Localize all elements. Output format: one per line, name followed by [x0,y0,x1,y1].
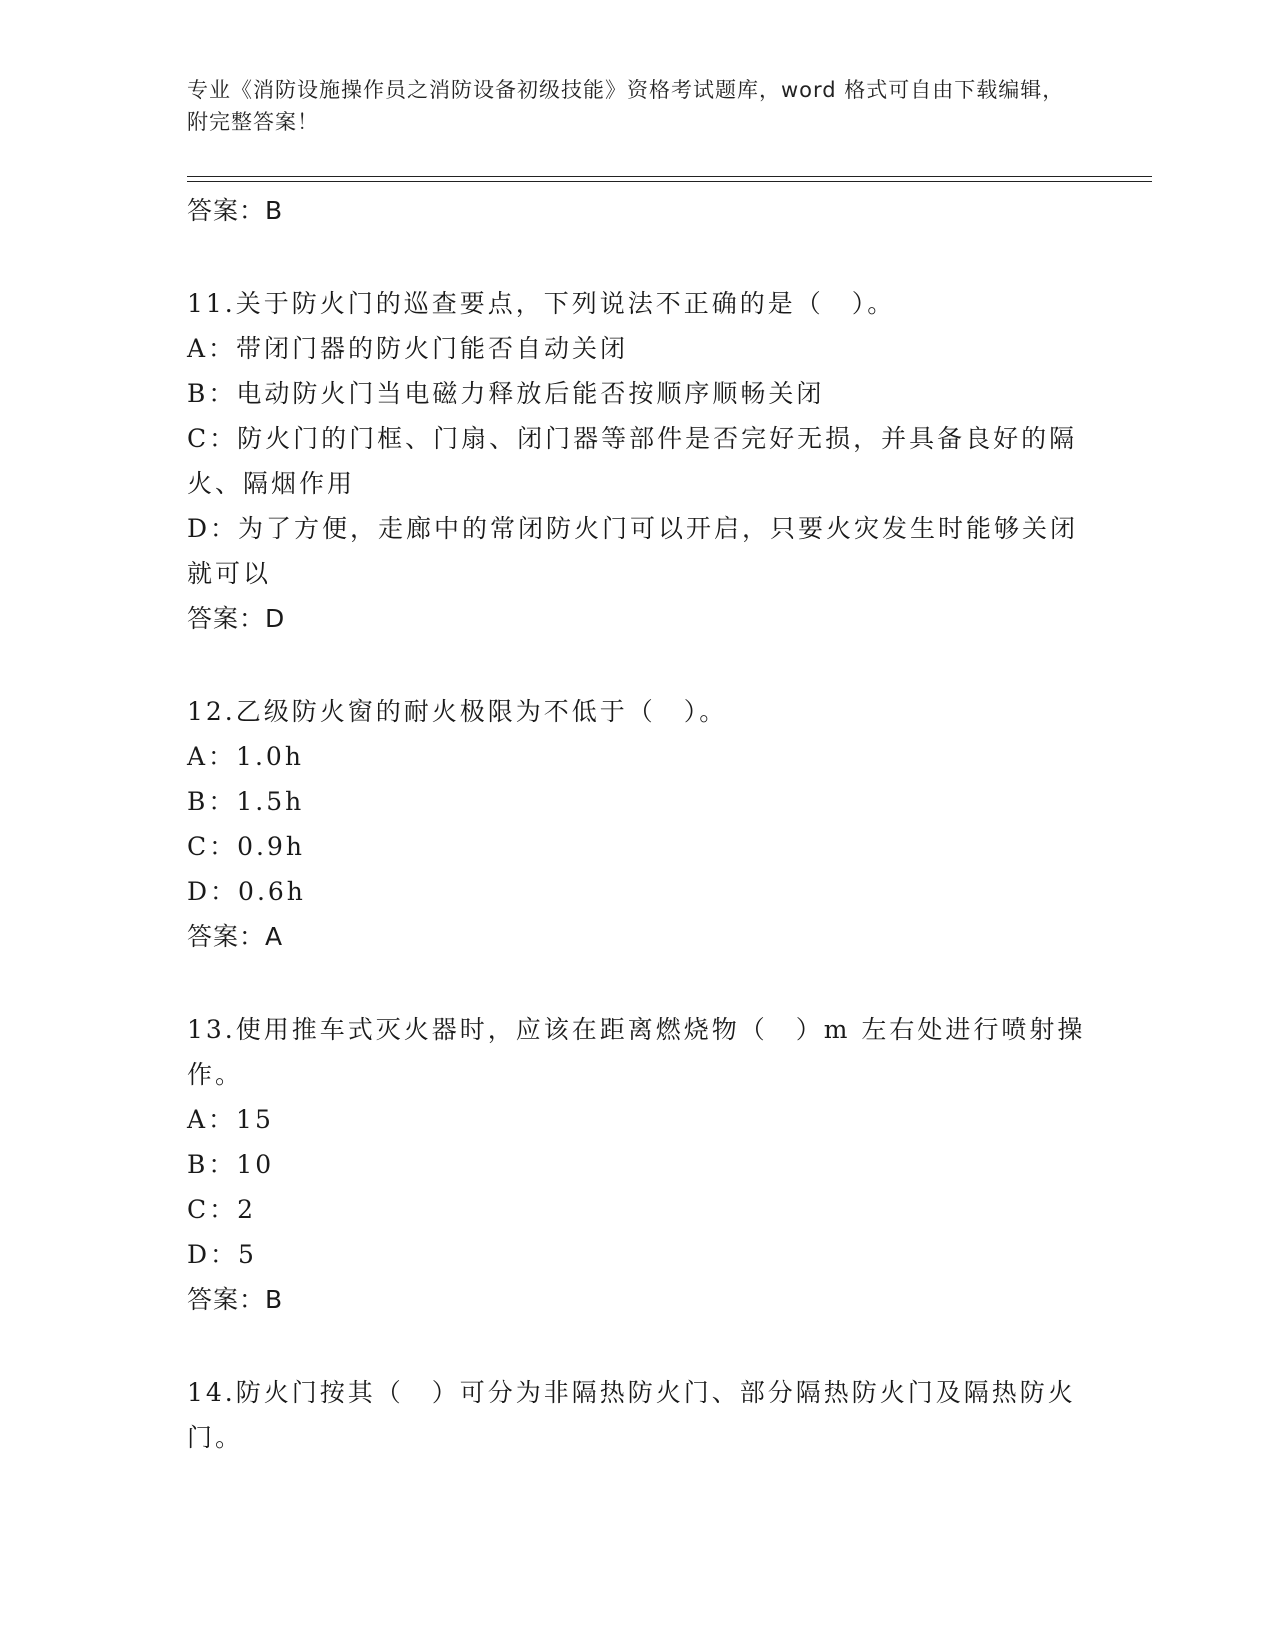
option-d: D：为了方便，走廊中的常闭防火门可以开启，只要火灾发生时能够关闭就可以 [187,514,1079,588]
question-block [187,1007,1087,1323]
question-stem: 12.乙级防火窗的耐火极限为不低于（ ）。 [187,697,728,726]
question-stem: 13.使用推车式灭火器时，应该在距离燃烧物（ ）m 左右处进行喷射操作。 [187,1015,1086,1089]
question-block [187,1370,1087,1460]
question-answer: 答案：D [187,604,286,633]
option-a: A：1.0h [187,742,304,771]
header-rule-top [187,176,1152,177]
option-a: A：15 [187,1105,274,1134]
question-answer: 答案：A [187,922,284,951]
previous-answer: 答案：B [187,196,284,225]
option-b: B：电动防火门当电磁力释放后能否按顺序顺畅关闭 [187,379,825,408]
option-c: C：0.9h [187,832,305,861]
question-list [187,188,1087,1460]
page-header: 专业《消防设施操作员之消防设备初级技能》资格考试题库，word 格式可自由下载编辑，附完整答案！ [187,78,1065,134]
spacer [187,960,1087,1007]
option-d: D：5 [187,1240,257,1269]
question-stem: 11.关于防火门的巡查要点，下列说法不正确的是（ ）。 [187,289,896,318]
option-d: D：0.6h [187,877,306,906]
option-c: C：2 [187,1195,257,1224]
spacer [187,642,1087,689]
option-c: C：防火门的门框、门扇、闭门器等部件是否完好无损，并具备良好的隔火、隔烟作用 [187,424,1078,498]
option-b: B：10 [187,1150,275,1179]
option-b: B：1.5h [187,787,305,816]
question-stem: 14.防火门按其（ ）可分为非隔热防火门、部分隔热防火门及隔热防火门。 [187,1378,1076,1452]
spacer [187,1323,1087,1370]
question-answer: 答案：B [187,1285,284,1314]
header-rule-bottom [187,181,1152,182]
option-a: A：带闭门器的防火门能否自动关闭 [187,334,629,363]
spacer [187,234,1087,281]
question-block [187,689,1087,960]
question-block [187,281,1087,642]
